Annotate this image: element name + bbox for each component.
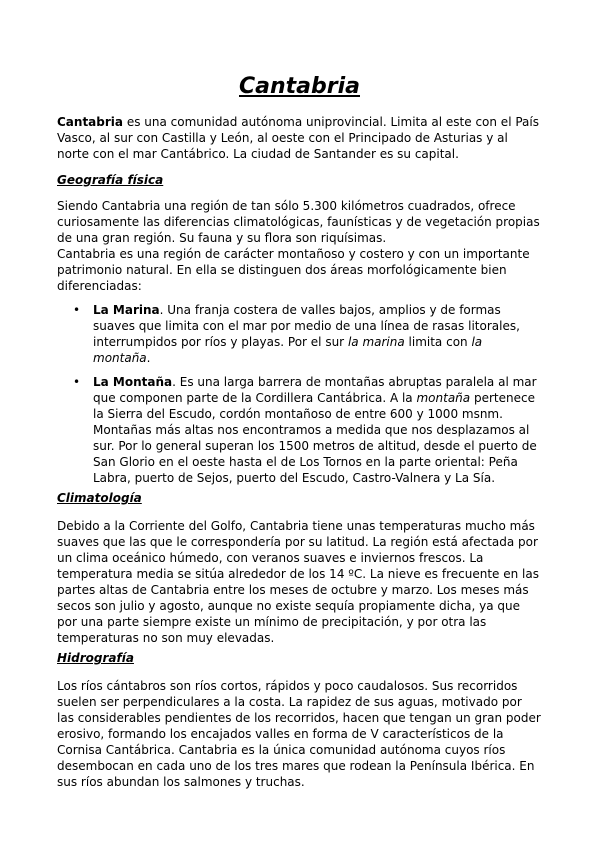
list-item-text: pertenece la Sierra del Escudo, cordón montañoso de entre 600 y 1000 msnm. Montañas más altas nos encontramos a medida que nos desplazamos al sur. Por lo general superan los 1500 metros de altitud, desde el puerto de San Glorio en el oeste hasta el de Los Tornos en la parte oriental: Peña Labra, puerto de Sejos, puerto del Escudo, Castro-Valnera y La Sía. <box>93 391 537 485</box>
hidrografia-paragraph: Los ríos cántabros son ríos cortos, rápidos y poco caudalosos. Sus recorridos suelen ser perpendiculares a la costa. La rapidez de sus aguas, motivado por las considerables pendientes de los recorridos, hacen que tengan un gran poder erosivo, formando los encajados valles en forma de V característicos de la Cornisa Cantábrica. Cantabria es la única comunidad autónoma cuyos ríos desembocan en cada uno de los tres mares que rodean la Península Ibérica. En sus ríos abundan los salmones y truchas. <box>57 679 541 789</box>
heading-geografia: Geografía física <box>57 173 164 187</box>
bullet-icon: • <box>73 303 81 317</box>
bullet-list-marina <box>57 302 542 366</box>
intro-paragraph <box>57 114 542 162</box>
list-item-text: . <box>146 351 151 365</box>
geografia-paragraph-1: Siendo Cantabria una región de tan sólo 5.300 kilómetros cuadrados, ofrece curiosamente las diferencias climatológicas, faunísticas y de vegetación propias de una gran región. Su fauna y su flora son riquísimas. <box>57 199 540 245</box>
intro-bold-term: Cantabria <box>57 115 123 129</box>
list-item-term: La Marina <box>93 303 160 317</box>
bullet-list-montana <box>57 374 542 486</box>
list-item <box>57 374 542 486</box>
page-title: Cantabria <box>239 74 360 99</box>
bullet-icon: • <box>73 375 81 389</box>
list-item <box>57 302 542 366</box>
heading-hidrografia: Hidrografía <box>57 651 134 665</box>
list-item-term: La Montaña <box>93 375 173 389</box>
list-item-text: limita con <box>404 335 472 349</box>
list-item-text: . Una franja costera de valles bajos, amplios y de formas suaves que limita con el mar por medio de una línea de rasas litorales, interrumpidos por ríos y playas. Por el sur <box>93 303 520 349</box>
climatologia-paragraph: Debido a la Corriente del Golfo, Cantabria tiene unas temperaturas mucho más suaves que las que le correspondería por su latitud. La región está afectada por un clima oceánico húmedo, con veranos suaves e inviernos frescos. La temperatura media se sitúa alrededor de los 14 ºC. La nieve es frecuente en las partes altas de Cantabria entre los meses de octubre y marzo. Los meses más secos son julio y agosto, aunque no existe sequía propiamente dicha, ya que por una parte siempre existe un mínimo de precipitación, y por otra las temperaturas no son muy elevadas. <box>57 519 539 645</box>
list-item-italic: la montaña <box>93 335 483 365</box>
heading-climatologia: Climatología <box>57 491 142 505</box>
geografia-paragraph-2: Cantabria es una región de carácter montañoso y costero y con un importante patrimonio natural. En ella se distinguen dos áreas morfológicamente bien diferenciadas: <box>57 247 530 293</box>
intro-text: es una comunidad autónoma uniprovincial. Limita al este con el País Vasco, al sur con Castilla y León, al oeste con el Principado de Asturias y al norte con el mar Cantábrico. La ciudad de Santander es su capital. <box>57 115 539 161</box>
list-item-text: . Es una larga barrera de montañas abruptas paralela al mar que componen parte de la Cordillera Cantábrica. A la <box>93 375 537 405</box>
geografia-paragraphs <box>57 198 542 294</box>
list-item-italic: la marina <box>347 335 405 349</box>
list-item-italic: montaña <box>416 391 471 405</box>
